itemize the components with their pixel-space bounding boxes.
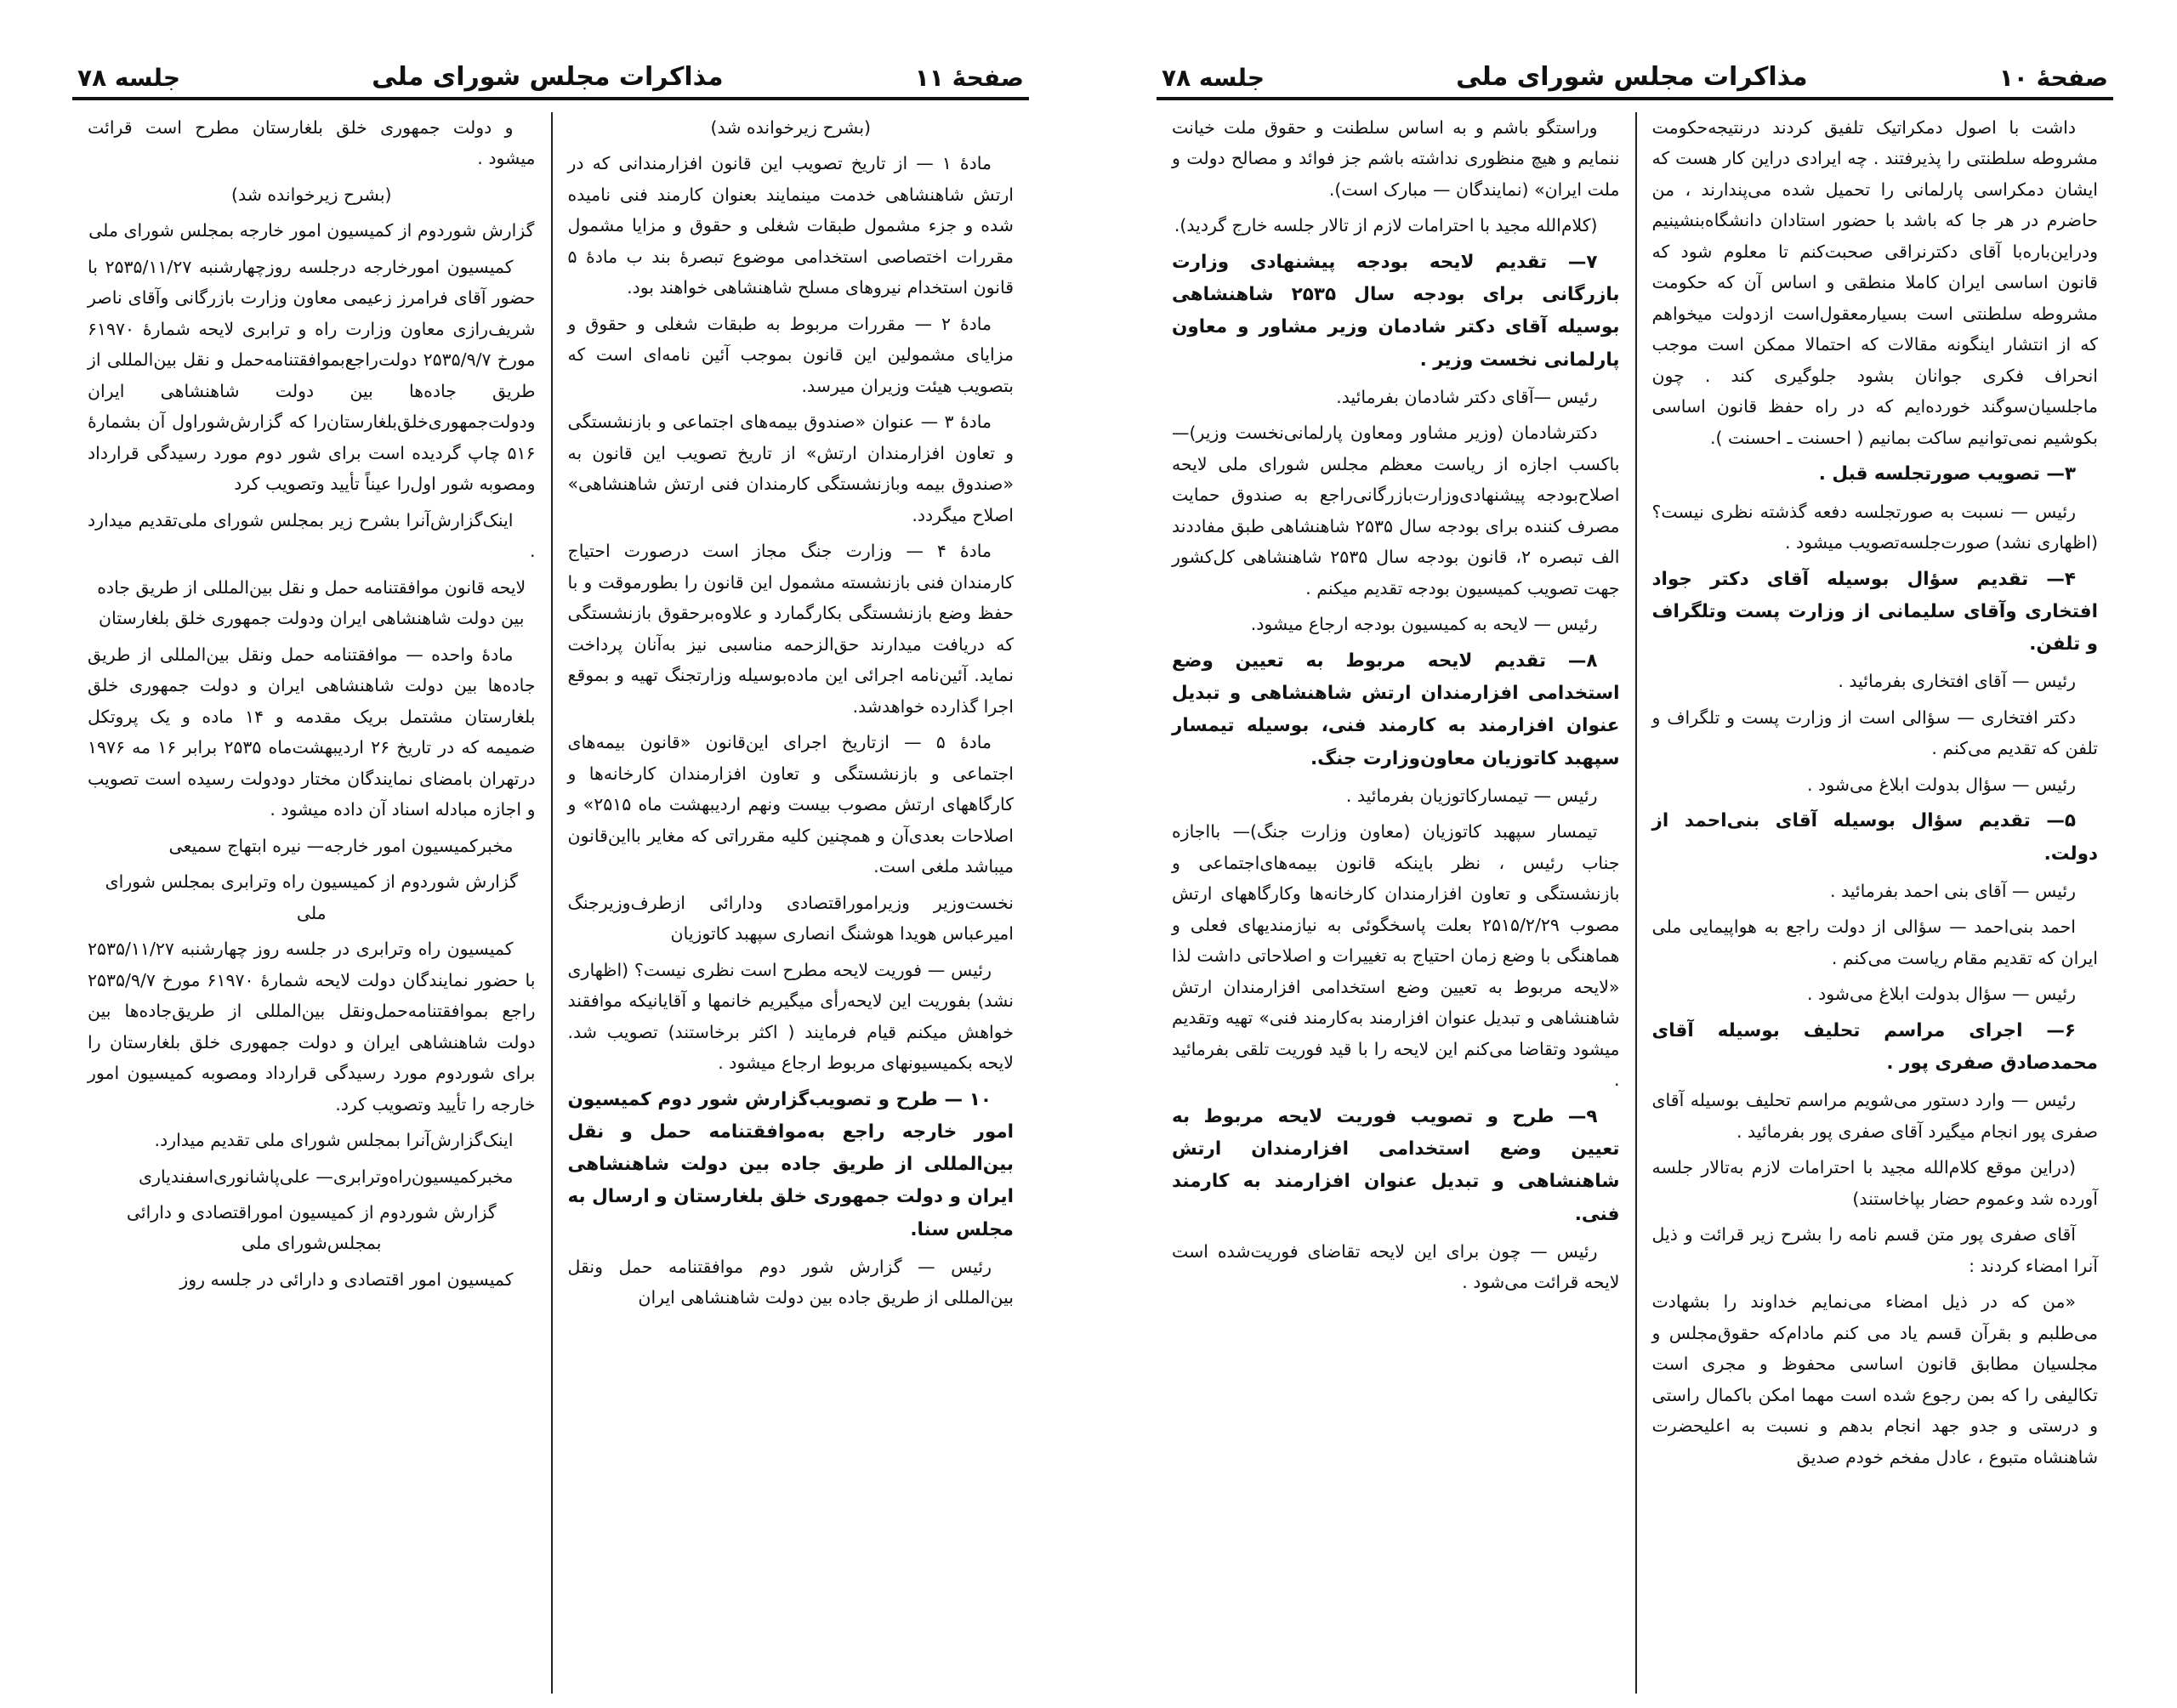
paragraph: رئیس — سؤال بدولت ابلاغ می‌شود . bbox=[1807, 774, 2076, 795]
section-heading: ۵— تقدیم سؤال بوسیله آقای بنی‌احمد از دولت. bbox=[1651, 810, 2098, 865]
journal-title: مذاکرات مجلس شورای ملی bbox=[1456, 62, 1808, 92]
paragraph: داشت با اصول دمکراتیک تلفیق کردند درنتیجه‌حکومت مشروطه سلطنتی را پذیرفتند . چه ایرادی دراین کار هست که ایشان دمکراسی پارلمانی را تحمیل شده می‌پندارند ، من حاضرم در هر جا که باشد با حضور استادان دانشگاه‌بنشینیم ودراین‌باره‌با آقای دکترنراقی صحبت‌کنم تا معلوم شود که قانون اساسی ایران کاملا منطقی و اساس آن که حکومت مشروطه سلطنتی است بسیارمعقول‌است ازدولت میخواهم که از انتشار اینگونه مقالات که احتمالا ممکن است موجب انحراف فکری جوانان بشود جلوگیری کند . چون ماجلسیان‌سوگند خورده‌ایم که در راه حفظ قانون اساسی بکوشیم نمی‌توانیم ساکت بمانیم ( احسنت ـ احسنت ). bbox=[1651, 117, 2098, 448]
paragraph: مادهٔ واحده — موافقتنامه حمل ونقل بین‌المللی از طریق جاده‌ها بین دولت شاهنشاهی ایران و دولت جمهوری خلق بلغارستان مشتمل بریک مقدمه و ۱۴ ماده و یک پروتکل ضمیمه که در تاریخ ۲۶ اردیبهشت‌ماه ۲۵۳۵ برابر ۱۶ مه ۱۹۷۶ درتهران بامضای نمایندگان مختار دودولت رسیده است تصویب و اجازه مبادله اسناد آن داده میشود . bbox=[88, 644, 536, 820]
section-heading: ۴— تقدیم سؤال بوسیله آقای دکتر جواد افتخاری وآقای سلیمانی از وزارت پست وتلگراف و تلفن. bbox=[1651, 568, 2098, 655]
paragraph: (بشرح زیرخوانده شد) bbox=[710, 117, 872, 138]
paragraph: کمیسیون راه وترابری در جلسه روز چهارشنبه ۲۵۳۵/۱۱/۲۷ با حضور نمایندگان دولت لایحه شمارهٔ ۶۱۹۷۰ مورخ ۲۵۳۵/۹/۷ راجع بموافقتنامه‌حمل‌ونقل بین‌المللی از طریق‌جاده‌ها بین دولت شاهنشاهی ایران و دولت جمهوری خلق بلغارستان را برای شوردوم مورد رسیدگی قرارداد ومصوبه کمیسیون امور خارجه را تأیید وتصویب کرد. bbox=[88, 939, 536, 1115]
paragraph: و دولت جمهوری خلق بلغارستان مطرح است قرائت میشود . bbox=[88, 117, 536, 169]
paragraph: رئیس — آقای افتخاری بفرمائید . bbox=[1838, 671, 2076, 692]
paragraph: رئیس — لایحه به کمیسیون بودجه ارجاع میشود. bbox=[1250, 614, 1598, 635]
report-title: گزارش شوردوم از کمیسیون اموراقتصادی و دارائی بمجلس‌شورای ملی bbox=[126, 1201, 497, 1254]
text-columns bbox=[1157, 112, 2113, 1694]
paragraph: رئیس — چون برای این لایحه تقاضای فوریت‌شده است لایحه قرائت می‌شود . bbox=[1172, 1240, 1620, 1293]
paragraph: (دراین موقع کلام‌الله مجید با احترامات لازم به‌تالار جلسه آورده شد وعموم حضار بپاخاستند) bbox=[1651, 1157, 2098, 1209]
signatories: نخست‌وزیر وزیراموراقتصادی ودارائی ازطرف‌وزیرجنگ امیرعباس هویدا هوشنگ انصاری سپهبد کاتوزیان bbox=[567, 892, 1014, 945]
section-heading: ۶— اجرای مراسم تحلیف بوسیله آقای محمدصادق صفری پور . bbox=[1651, 1019, 2098, 1075]
paragraph: کمیسیون امور اقتصادی و دارائی در جلسه روز bbox=[179, 1268, 514, 1290]
text-columns bbox=[72, 112, 1029, 1694]
page-10 bbox=[1157, 51, 2113, 1692]
bill-title: لایحه قانون موافقتنامه حمل و نقل بین‌المللی از طریق جاده بین دولت شاهنشاهی ایران ودولت جمهوری خلق بلغارستان bbox=[97, 576, 526, 629]
paragraph: اینک‌گزارش‌آنرا بشرح زیر بمجلس شورای ملی‌تقدیم میدارد . bbox=[88, 509, 536, 562]
paragraph: مادهٔ ۴ — وزارت جنگ مجاز است درصورت احتیاج کارمندان فنی بازنشسته مشمول این قانون را بطورموقت و با حفظ وضع بازنشستگی بکارگمارد و علاوه‌برحقوق بازنشستگی که دریافت میدارند حق‌الزحمه مناسبی نیز به‌آنان پرداخت نماید. آئین‌نامه اجرائی این ماده‌بوسیله وزارتجنگ تهیه و بموقع اجرا گذارده خواهدشد. bbox=[567, 541, 1014, 717]
paragraph: (کلام‌الله مجید با احترامات لازم از تالار جلسه خارج گردید). bbox=[1174, 215, 1598, 236]
paragraph: «من که در ذیل امضاء می‌نمایم خداوند را بشهادت می‌طلبم و بقرآن قسم یاد می کنم مادام‌که حقوق‌مجلس و مجلسیان مطابق قانون اساسی محفوظ و مجری است تکالیفی را که بمن رجوع شده است مهما امکن باکمال راستی و درستی و جدو جهد انجام بدهم و نسبت به اعلیحضرت شاهنشاه متبوع ، عادل مفخم خودم صدیق bbox=[1651, 1291, 2098, 1467]
session-number: جلسه ۷۸ bbox=[1162, 64, 1265, 92]
paragraph: وراستگو باشم و به اساس سلطنت و حقوق ملت خیانت ننمایم و هیچ منظوری نداشته باشم جز فوائد و مصالح دولت و ملت ایران» (نمایندگان — مبارک است). bbox=[1172, 117, 1620, 200]
section-heading: ۱۰ — طرح و تصویب‌گزارش شور دوم کمیسیون امور خارجه راجع به‌موافقتنامه حمل و نقل بین‌المللی از طریق جاده بین دولت شاهنشاهی ایران و دولت جمهوری خلق بلغارستان و ارسال به مجلس سنا. bbox=[567, 1088, 1014, 1240]
paragraph: (بشرح زیرخوانده شد) bbox=[230, 184, 392, 205]
page-header bbox=[1157, 51, 2113, 100]
paragraph: رئیس — آقای بنی احمد بفرمائید . bbox=[1829, 880, 2076, 901]
journal-title: مذاکرات مجلس شورای ملی bbox=[372, 62, 724, 92]
column-left bbox=[72, 112, 551, 1694]
section-heading: ۸— تقدیم لایحه مربوط به تعیین وضع استخدامی افزارمندان ارتش شاهنشاهی و تبدیل عنوان افزارمند به کارمند فنی، بوسیله تیمسار سپهبد کاتوزیان معاون‌وزارت جنگ. bbox=[1172, 650, 1620, 769]
session-number: جلسه ۷۸ bbox=[77, 64, 181, 92]
paragraph: دکتر افتخاری — سؤالی است از وزارت پست و تلگراف و تلفن که تقدیم می‌کنم . bbox=[1651, 706, 2098, 759]
paragraph: رئیس — فوریت لایحه مطرح است نظری نیست؟ (اظهاری نشد) بفوریت این لایحه‌رأی میگیریم خانمها و آقایانیکه موافقند خواهش میکنم قیام فرمایند ( اکثر برخاستند) تصویب شد. لایحه بکمیسیونهای مربوط ارجاع میشود . bbox=[567, 959, 1014, 1074]
paragraph: مادهٔ ۳ — عنوان «صندوق بیمه‌های اجتماعی و بازنشستگی و تعاون افزارمندان ارتش» از تاریخ تصویب این قانون به «صندوق بیمه وبازنشستگی کارمندان فنی ارتش شاهنشاهی» اصلاح میگردد. bbox=[567, 411, 1014, 525]
page-11 bbox=[72, 51, 1029, 1692]
paragraph: تیمسار سپهبد کاتوزیان (معاون وزارت جنگ)— بااجازه جناب رئیس ، نظر باینکه قانون بیمه‌های‌اجتماعی و بازنشستگی و تعاون افزارمندان کارخانه‌ها وکارگاههای ارتش مصوب ۲۵۱۵/۲/۲۹ بعلت پاسخگوئی به نیازمندیهای فعلی و هماهنگی با وضع زمان احتیاج به تغییرات و اصلاحاتی داشت لذا «لایحه مربوط به تعیین وضع استخدامی افزارمندان ارتش شاهنشاهی و تبدیل عنوان افزارمند به‌کارمند فنی» تهیه وتقدیم میشود وتقاضا می‌کنم این لایحه را با قید فوریت تلقی بفرمائید . bbox=[1172, 821, 1620, 1091]
paragraph: دکترشادمان (وزیر مشاور ومعاون پارلمانی‌نخست وزیر)— باکسب اجازه از ریاست معظم مجلس شورای ملی لایحه اصلاح‌بودجه پیشنهادی‌وزارت‌بازرگانی‌راجع به صندوق حمایت مصرف کننده برای بودجه سال ۲۵۳۵ شاهنشاهی طبق مفاددند الف تبصره ۲، قانون بودجه سال ۲۵۳۵ شاهنشاهی کل‌کشور جهت تصویب کمیسیون بودجه تقدیم میکنم . bbox=[1172, 423, 1620, 599]
rapporteur: مخبرکمیسیون امور خارجه— نیره ابتهاج سمیعی bbox=[168, 835, 514, 856]
paragraph: مادهٔ ۱ — از تاریخ تصویب این قانون افزارمندانی که در ارتش شاهنشاهی خدمت مینمایند بعنوان کارمند فنی نامیده شده و جزء مشمول طبقات شغلی و حقوق و مزایا مشمول مقررات اختصاصی استخدامی موضوع تبصرهٔ بند ب مادهٔ ۵ قانون استخدام نیروهای مسلح شاهنشاهی خواهند بود. bbox=[567, 153, 1014, 298]
paragraph: احمد بنی‌احمد — سؤالی از دولت راجع به هواپیمایی ملی ایران که تقدیم مقام ریاست می‌کنم . bbox=[1651, 916, 2098, 968]
paragraph: رئیس — وارد دستور می‌شویم مراسم تحلیف بوسیله آقای صفری پور انجام میگیرد آقای صفری پور بفرمائید . bbox=[1651, 1090, 2098, 1142]
column-right bbox=[551, 112, 1030, 1694]
section-heading: ۹— طرح و تصویب فوریت لایحه مربوط به تعیین وضع استخدامی افزارمندان ارتش شاهنشاهی و تبدیل عنوان افزارمند به کارمند فنی. bbox=[1172, 1105, 1620, 1225]
report-title: گزارش شوردوم از کمیسیون راه وترابری بمجلس شورای ملی bbox=[105, 871, 518, 923]
paragraph: کمیسیون امورخارجه درجلسه روزچهارشنبه ۲۵۳۵/۱۱/۲۷ با حضور آقای فرامرز زعیمی معاون وزارت بازرگانی وآقای ناصر شریف‌رازی معاون وزارت راه و ترابری لایحه شمارهٔ ۶۱۹۷۰ مورخ ۲۵۳۵/۹/۷ دولت‌راجع‌بموافقتنامه‌حمل و نقل بین‌المللی از طریق جاده‌ها بین دولت شاهنشاهی ایران ودولت‌جمهوری‌خلق‌بلغارستان‌را که گزارش‌شوراول آن بشمارهٔ ۵۱۶ چاپ گردیده است برای شور دوم مورد رسیدگی قرارداد ومصوبه شور اول‌را عیناً تأیید وتصویب کرد bbox=[88, 256, 536, 495]
paragraph: مادهٔ ۵ — ازتاریخ اجرای این‌قانون «قانون بیمه‌های اجتماعی و بازنشستگی و تعاون افزارمندان کارخانه‌ها و کارگاههای ارتش مصوب بیست ونهم اردیبهشت ماه ۲۵۱۵» و اصلاحات بعدی‌آن و همچنین کلیه مقرراتی که مغایر بااین‌قانون میباشد ملغی است. bbox=[567, 732, 1014, 877]
paragraph: رئیس — نسبت به صورتجلسه دفعه گذشته نظری نیست؟(اظهاری نشد) صورت‌جلسه‌تصویب میشود . bbox=[1651, 501, 2098, 553]
paragraph: رئیس — گزارش شور دوم موافقتنامه حمل ونقل بین‌المللی از طریق جاده بین دولت شاهنشاهی ایران bbox=[567, 1256, 1014, 1308]
column-right bbox=[1635, 112, 2114, 1694]
section-heading: ۳— تصویب صورتجلسه قبل . bbox=[1818, 463, 2076, 485]
page-header bbox=[72, 51, 1029, 100]
paragraph: اینک‌گزارش‌آنرا بمجلس شورای ملی تقدیم میدارد. bbox=[154, 1130, 514, 1151]
paragraph: رئیس — تیمسارکاتوزیان بفرمائید . bbox=[1345, 785, 1598, 806]
page-number: صفحهٔ ۱۱ bbox=[914, 64, 1024, 92]
section-heading: ۷— تقدیم لایحه بودجه پیشنهادی وزارت بازرگانی برای بودجه سال ۲۵۳۵ شاهنشاهی بوسیله آقای دکتر شادمان وزیر مشاور و معاون پارلمانی نخست وزیر . bbox=[1172, 251, 1620, 371]
report-title: گزارش شوردوم از کمیسیون امور خارجه بمجلس شورای ملی bbox=[88, 220, 535, 241]
paragraph: رئیس —آقای دکتر شادمان بفرمائید. bbox=[1336, 387, 1598, 407]
page-number: صفحهٔ ۱۰ bbox=[1998, 64, 2108, 92]
paragraph: آقای صفری پور متن قسم نامه را بشرح زیر قرائت و ذیل آنرا امضاء کردند : bbox=[1651, 1224, 2098, 1276]
paragraph: مادهٔ ۲ — مقررات مربوط به طبقات شغلی و حقوق و مزایای مشمولین این قانون بموجب آئین نامه‌ای است که بتصویب هیئت وزیران میرسد. bbox=[567, 313, 1014, 396]
paragraph: رئیس — سؤال بدولت ابلاغ می‌شود . bbox=[1807, 984, 2076, 1005]
rapporteur: مخبرکمیسیون‌راه‌وترابری— علی‌پاشانوری‌اسفندیاری bbox=[139, 1166, 514, 1187]
column-left bbox=[1157, 112, 1635, 1694]
